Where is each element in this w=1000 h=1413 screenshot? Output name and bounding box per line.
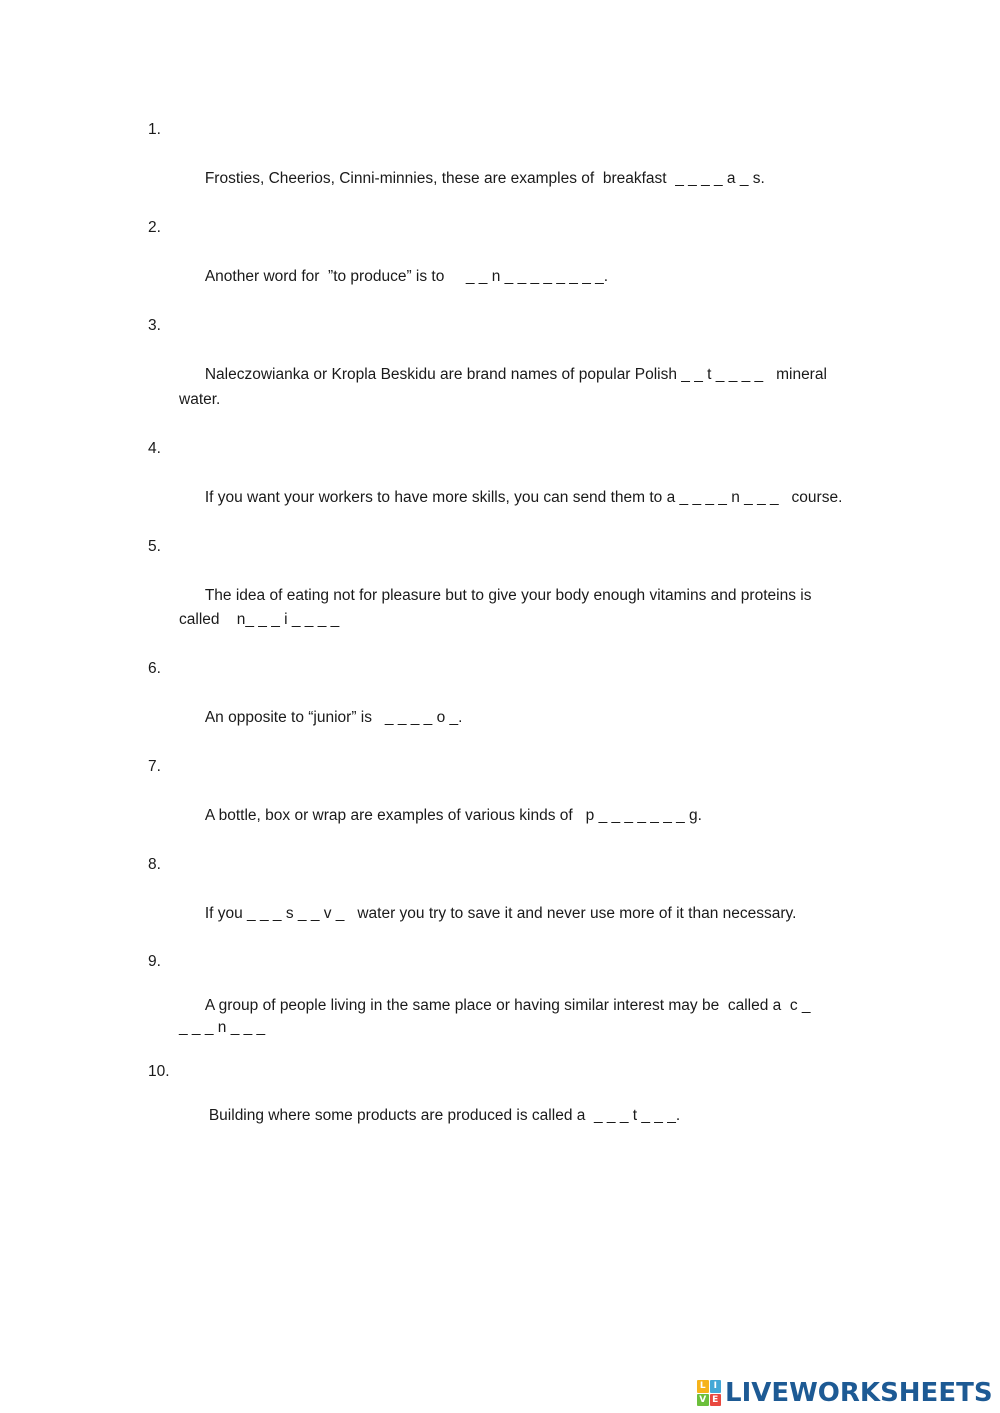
exercise-number: 7. [148, 758, 161, 775]
exercise-number: 9. [148, 953, 161, 970]
exercise-text: If you _ _ _ s _ _ v _ water you try to save it and never use more of it than necessary. [204, 905, 797, 922]
exercise-number: 8. [148, 856, 161, 873]
exercise-text: A group of people living in the same place or having similar interest may be called a c _ _ _ _ n _ _ _ [179, 997, 811, 1036]
exercise-number: 5. [148, 537, 161, 555]
exercise-item-1 [148, 118, 878, 216]
exercise-item-2 [148, 216, 878, 314]
exercise-text: A bottle, box or wrap are examples of various kinds of p _ _ _ _ _ _ _ g. [204, 807, 702, 824]
exercise-text: Naleczowianka or Kropla Beskidu are brand names of popular Polish _ _ t _ _ _ _ mineral water. [179, 366, 827, 408]
exercise-number: 10. [148, 1062, 170, 1080]
exercise-text: Building where some products are produced is called a _ _ _ t _ _ _. [208, 1106, 681, 1124]
exercise-item-3 [148, 314, 878, 437]
mark-letter: V [697, 1394, 709, 1407]
exercise-text: An opposite to “junior” is _ _ _ _ o _. [204, 709, 463, 726]
exercise-item-7 [148, 755, 878, 853]
exercise-text: If you want your workers to have more skills, you can send them to a _ _ _ _ n _ _ _ course. [204, 488, 843, 506]
exercise-text: Frosties, Cheerios, Cinni-minnies, these are examples of breakfast _ _ _ _ a _ s. [204, 170, 765, 187]
liveworksheets-mark-icon [697, 1380, 721, 1406]
exercise-number: 3. [148, 317, 161, 334]
mark-letter: L [697, 1380, 709, 1393]
exercise-item-8 [148, 853, 878, 951]
exercise-number: 4. [148, 439, 161, 457]
exercise-item-6 [148, 657, 878, 755]
exercise-item-9 [148, 951, 878, 1061]
mark-letter: E [710, 1394, 722, 1407]
brand-text: LIVEWORKSHEETS [725, 1378, 993, 1408]
exercise-item-10 [148, 1061, 878, 1149]
exercise-list [148, 118, 878, 1149]
exercise-number: 6. [148, 660, 161, 677]
liveworksheets-logo [697, 1378, 993, 1408]
exercise-text: The idea of eating not for pleasure but to give your body enough vitamins and proteins is called n_ _ _ i _ _ _ _ [179, 586, 812, 628]
exercise-number: 1. [148, 121, 161, 138]
exercise-number: 2. [148, 219, 161, 236]
exercise-text: Another word for ”to produce” is to _ _ n _ _ _ _ _ _ _ _. [204, 268, 609, 285]
exercise-item-4 [148, 437, 878, 535]
mark-letter: I [710, 1380, 722, 1393]
exercise-item-5 [148, 535, 878, 658]
